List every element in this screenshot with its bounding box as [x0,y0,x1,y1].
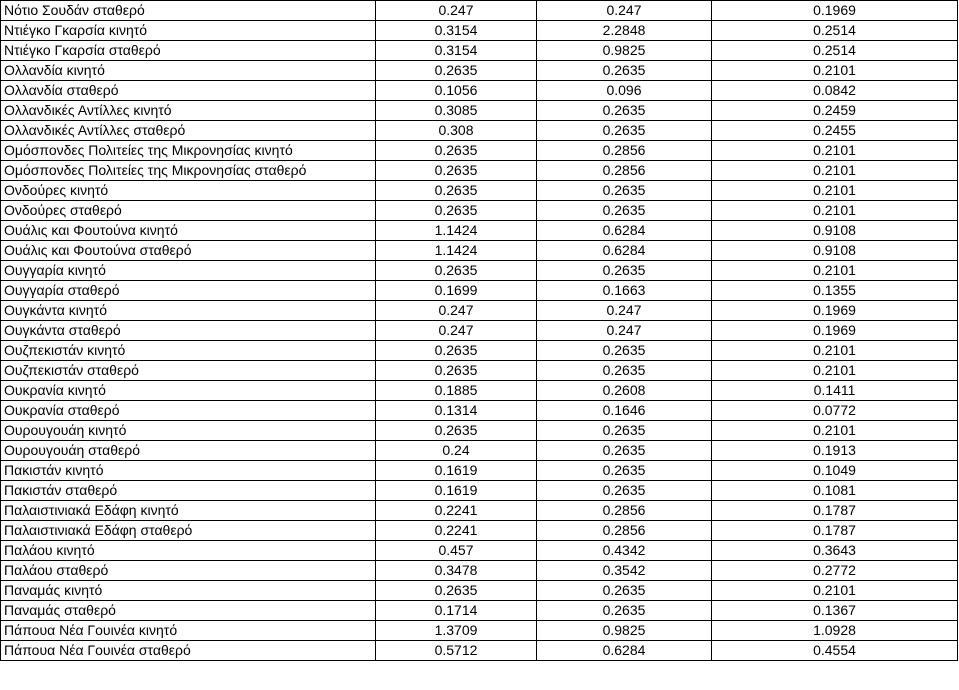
cell-rate-3[interactable]: 0.2514 [712,21,958,41]
cell-rate-3[interactable]: 0.2101 [712,141,958,161]
cell-destination[interactable]: Ονδούρες κινητό [1,181,376,201]
cell-rate-1[interactable]: 0.2635 [376,201,537,221]
cell-rate-2[interactable]: 0.096 [537,81,712,101]
table-row [1,481,958,501]
cell-rate-3[interactable]: 0.1913 [712,441,958,461]
table-row [1,81,958,101]
cell-destination[interactable]: Ντιέγκο Γκαρσία σταθερό [1,41,376,61]
cell-destination[interactable]: Ουγκάντα κινητό [1,301,376,321]
cell-destination[interactable]: Ομόσπονδες Πολιτείες της Μικρονησίας σταθερό [1,161,376,181]
cell-rate-1[interactable]: 0.3154 [376,21,537,41]
table-row [1,261,958,281]
table-row [1,401,958,421]
cell-rate-2[interactable]: 0.2635 [537,601,712,621]
cell-rate-2[interactable]: 0.2856 [537,141,712,161]
cell-rate-2[interactable]: 0.9825 [537,621,712,641]
cell-rate-2[interactable]: 0.2856 [537,161,712,181]
cell-destination[interactable]: Ουκρανία σταθερό [1,401,376,421]
cell-rate-3[interactable]: 0.1355 [712,281,958,301]
cell-rate-1[interactable]: 0.3478 [376,561,537,581]
cell-rate-3[interactable]: 0.0772 [712,401,958,421]
table-row [1,461,958,481]
cell-rate-1[interactable]: 0.1056 [376,81,537,101]
cell-rate-2[interactable]: 0.2635 [537,341,712,361]
cell-destination[interactable]: Πάπουα Νέα Γουινέα σταθερό [1,641,376,661]
cell-destination[interactable]: Ολλανδικές Αντίλλες κινητό [1,101,376,121]
cell-rate-1[interactable]: 0.1699 [376,281,537,301]
cell-destination[interactable]: Παλάου σταθερό [1,561,376,581]
cell-rate-3[interactable]: 0.2514 [712,41,958,61]
cell-rate-3[interactable]: 0.1049 [712,461,958,481]
cell-rate-2[interactable]: 0.2635 [537,421,712,441]
cell-rate-3[interactable]: 0.2101 [712,61,958,81]
rates-table-body [1,1,958,661]
cell-rate-2[interactable]: 0.2608 [537,381,712,401]
cell-rate-1[interactable]: 0.2635 [376,581,537,601]
table-row [1,341,958,361]
cell-rate-1[interactable]: 0.3085 [376,101,537,121]
cell-rate-3[interactable]: 0.2101 [712,161,958,181]
cell-rate-1[interactable]: 0.2635 [376,181,537,201]
table-row [1,361,958,381]
cell-rate-3[interactable]: 0.4554 [712,641,958,661]
cell-rate-1[interactable]: 0.2635 [376,61,537,81]
table-row [1,321,958,341]
cell-rate-3[interactable]: 0.2101 [712,361,958,381]
cell-destination[interactable]: Παλαιστινιακά Εδάφη σταθερό [1,521,376,541]
table-row [1,521,958,541]
cell-rate-1[interactable]: 1.1424 [376,241,537,261]
cell-rate-2[interactable]: 0.2635 [537,441,712,461]
cell-rate-1[interactable]: 0.2635 [376,141,537,161]
table-row [1,161,958,181]
cell-rate-2[interactable]: 0.2635 [537,361,712,381]
cell-rate-1[interactable]: 0.308 [376,121,537,141]
cell-rate-3[interactable]: 0.9108 [712,241,958,261]
cell-rate-3[interactable]: 0.1411 [712,381,958,401]
cell-rate-1[interactable]: 0.2635 [376,421,537,441]
cell-rate-2[interactable]: 0.2635 [537,261,712,281]
cell-rate-2[interactable]: 0.2635 [537,201,712,221]
table-row [1,501,958,521]
table-row [1,561,958,581]
cell-rate-3[interactable]: 0.2459 [712,101,958,121]
cell-destination[interactable]: Ουγγαρία κινητό [1,261,376,281]
cell-rate-3[interactable]: 0.2101 [712,261,958,281]
table-row [1,541,958,561]
cell-rate-3[interactable]: 0.9108 [712,221,958,241]
cell-destination[interactable]: Πακιστάν κινητό [1,461,376,481]
cell-rate-2[interactable]: 0.247 [537,301,712,321]
cell-destination[interactable]: Ομόσπονδες Πολιτείες της Μικρονησίας κινητό [1,141,376,161]
cell-destination[interactable]: Νότιο Σουδάν σταθερό [1,1,376,21]
table-row [1,221,958,241]
cell-rate-3[interactable]: 0.2455 [712,121,958,141]
cell-destination[interactable]: Ουγκάντα σταθερό [1,321,376,341]
cell-destination[interactable]: Ουάλις και Φουτούνα σταθερό [1,241,376,261]
cell-rate-3[interactable]: 0.1969 [712,301,958,321]
cell-rate-3[interactable]: 0.2101 [712,201,958,221]
cell-rate-1[interactable]: 0.2635 [376,161,537,181]
cell-destination[interactable]: Ουζπεκιστάν σταθερό [1,361,376,381]
cell-rate-3[interactable]: 0.1969 [712,321,958,341]
cell-rate-2[interactable]: 0.2635 [537,461,712,481]
table-row [1,601,958,621]
cell-destination[interactable]: Παναμάς σταθερό [1,601,376,621]
cell-rate-1[interactable]: 1.3709 [376,621,537,641]
cell-rate-1[interactable]: 0.2241 [376,501,537,521]
cell-destination[interactable]: Ολλανδία σταθερό [1,81,376,101]
cell-destination[interactable]: Παναμάς κινητό [1,581,376,601]
cell-destination[interactable]: Πάπουα Νέα Γουινέα κινητό [1,621,376,641]
cell-rate-2[interactable]: 0.2635 [537,181,712,201]
cell-rate-2[interactable]: 0.6284 [537,241,712,261]
table-row [1,381,958,401]
cell-rate-3[interactable]: 0.3643 [712,541,958,561]
cell-rate-2[interactable]: 0.3542 [537,561,712,581]
cell-destination[interactable]: Παλάου κινητό [1,541,376,561]
cell-rate-1[interactable]: 0.247 [376,301,537,321]
cell-rate-2[interactable]: 0.6284 [537,221,712,241]
table-row [1,121,958,141]
cell-rate-2[interactable]: 0.6284 [537,641,712,661]
cell-rate-3[interactable]: 0.2101 [712,581,958,601]
table-row [1,101,958,121]
cell-rate-2[interactable]: 0.2635 [537,121,712,141]
table-row [1,21,958,41]
cell-rate-1[interactable]: 0.1619 [376,461,537,481]
cell-rate-2[interactable]: 0.247 [537,1,712,21]
cell-rate-2[interactable]: 0.2635 [537,61,712,81]
cell-rate-1[interactable]: 0.1885 [376,381,537,401]
cell-destination[interactable]: Παλαιστινιακά Εδάφη κινητό [1,501,376,521]
cell-rate-1[interactable]: 0.247 [376,1,537,21]
table-row [1,621,958,641]
cell-rate-2[interactable]: 0.2635 [537,581,712,601]
cell-rate-1[interactable]: 0.3154 [376,41,537,61]
cell-rate-3[interactable]: 0.2772 [712,561,958,581]
cell-destination[interactable]: Ουάλις και Φουτούνα κινητό [1,221,376,241]
table-row [1,441,958,461]
cell-rate-2[interactable]: 2.2848 [537,21,712,41]
cell-destination[interactable]: Ουκρανία κινητό [1,381,376,401]
table-row [1,61,958,81]
cell-destination[interactable]: Ολλανδία κινητό [1,61,376,81]
table-row [1,181,958,201]
cell-rate-2[interactable]: 0.2856 [537,501,712,521]
table-row [1,141,958,161]
table-row [1,641,958,661]
cell-destination[interactable]: Ντιέγκο Γκαρσία κινητό [1,21,376,41]
cell-destination[interactable]: Ονδούρες σταθερό [1,201,376,221]
cell-destination[interactable]: Ολλανδικές Αντίλλες σταθερό [1,121,376,141]
cell-rate-3[interactable]: 0.1367 [712,601,958,621]
cell-rate-2[interactable]: 0.2635 [537,481,712,501]
cell-rate-1[interactable]: 0.247 [376,321,537,341]
cell-rate-3[interactable]: 0.1081 [712,481,958,501]
cell-rate-3[interactable]: 0.1787 [712,501,958,521]
cell-rate-3[interactable]: 0.2101 [712,181,958,201]
table-row [1,201,958,221]
cell-rate-3[interactable]: 0.1787 [712,521,958,541]
cell-rate-2[interactable]: 0.9825 [537,41,712,61]
table-row [1,581,958,601]
cell-rate-2[interactable]: 0.247 [537,321,712,341]
cell-destination[interactable]: Πακιστάν σταθερό [1,481,376,501]
cell-rate-2[interactable]: 0.2856 [537,521,712,541]
table-row [1,281,958,301]
table-row [1,241,958,261]
cell-rate-1[interactable]: 0.2635 [376,361,537,381]
cell-rate-1[interactable]: 0.1714 [376,601,537,621]
cell-rate-3[interactable]: 1.0928 [712,621,958,641]
cell-rate-1[interactable]: 0.2241 [376,521,537,541]
cell-rate-2[interactable]: 0.2635 [537,101,712,121]
cell-rate-3[interactable]: 0.2101 [712,341,958,361]
cell-rate-1[interactable]: 0.1619 [376,481,537,501]
cell-destination[interactable]: Ουζπεκιστάν κινητό [1,341,376,361]
cell-rate-2[interactable]: 0.4342 [537,541,712,561]
cell-rate-3[interactable]: 0.0842 [712,81,958,101]
cell-rate-1[interactable]: 0.24 [376,441,537,461]
cell-rate-2[interactable]: 0.1646 [537,401,712,421]
cell-destination[interactable]: Ουγγαρία σταθερό [1,281,376,301]
cell-rate-1[interactable]: 0.1314 [376,401,537,421]
cell-rate-1[interactable]: 1.1424 [376,221,537,241]
table-row [1,41,958,61]
table-row [1,421,958,441]
cell-rate-1[interactable]: 0.457 [376,541,537,561]
cell-destination[interactable]: Ουρουγουάη κινητό [1,421,376,441]
cell-rate-3[interactable]: 0.2101 [712,421,958,441]
table-row [1,301,958,321]
cell-rate-2[interactable]: 0.1663 [537,281,712,301]
cell-rate-3[interactable]: 0.1969 [712,1,958,21]
cell-destination[interactable]: Ουρουγουάη σταθερό [1,441,376,461]
cell-rate-1[interactable]: 0.2635 [376,341,537,361]
cell-rate-1[interactable]: 0.5712 [376,641,537,661]
cell-rate-1[interactable]: 0.2635 [376,261,537,281]
table-row [1,1,958,21]
